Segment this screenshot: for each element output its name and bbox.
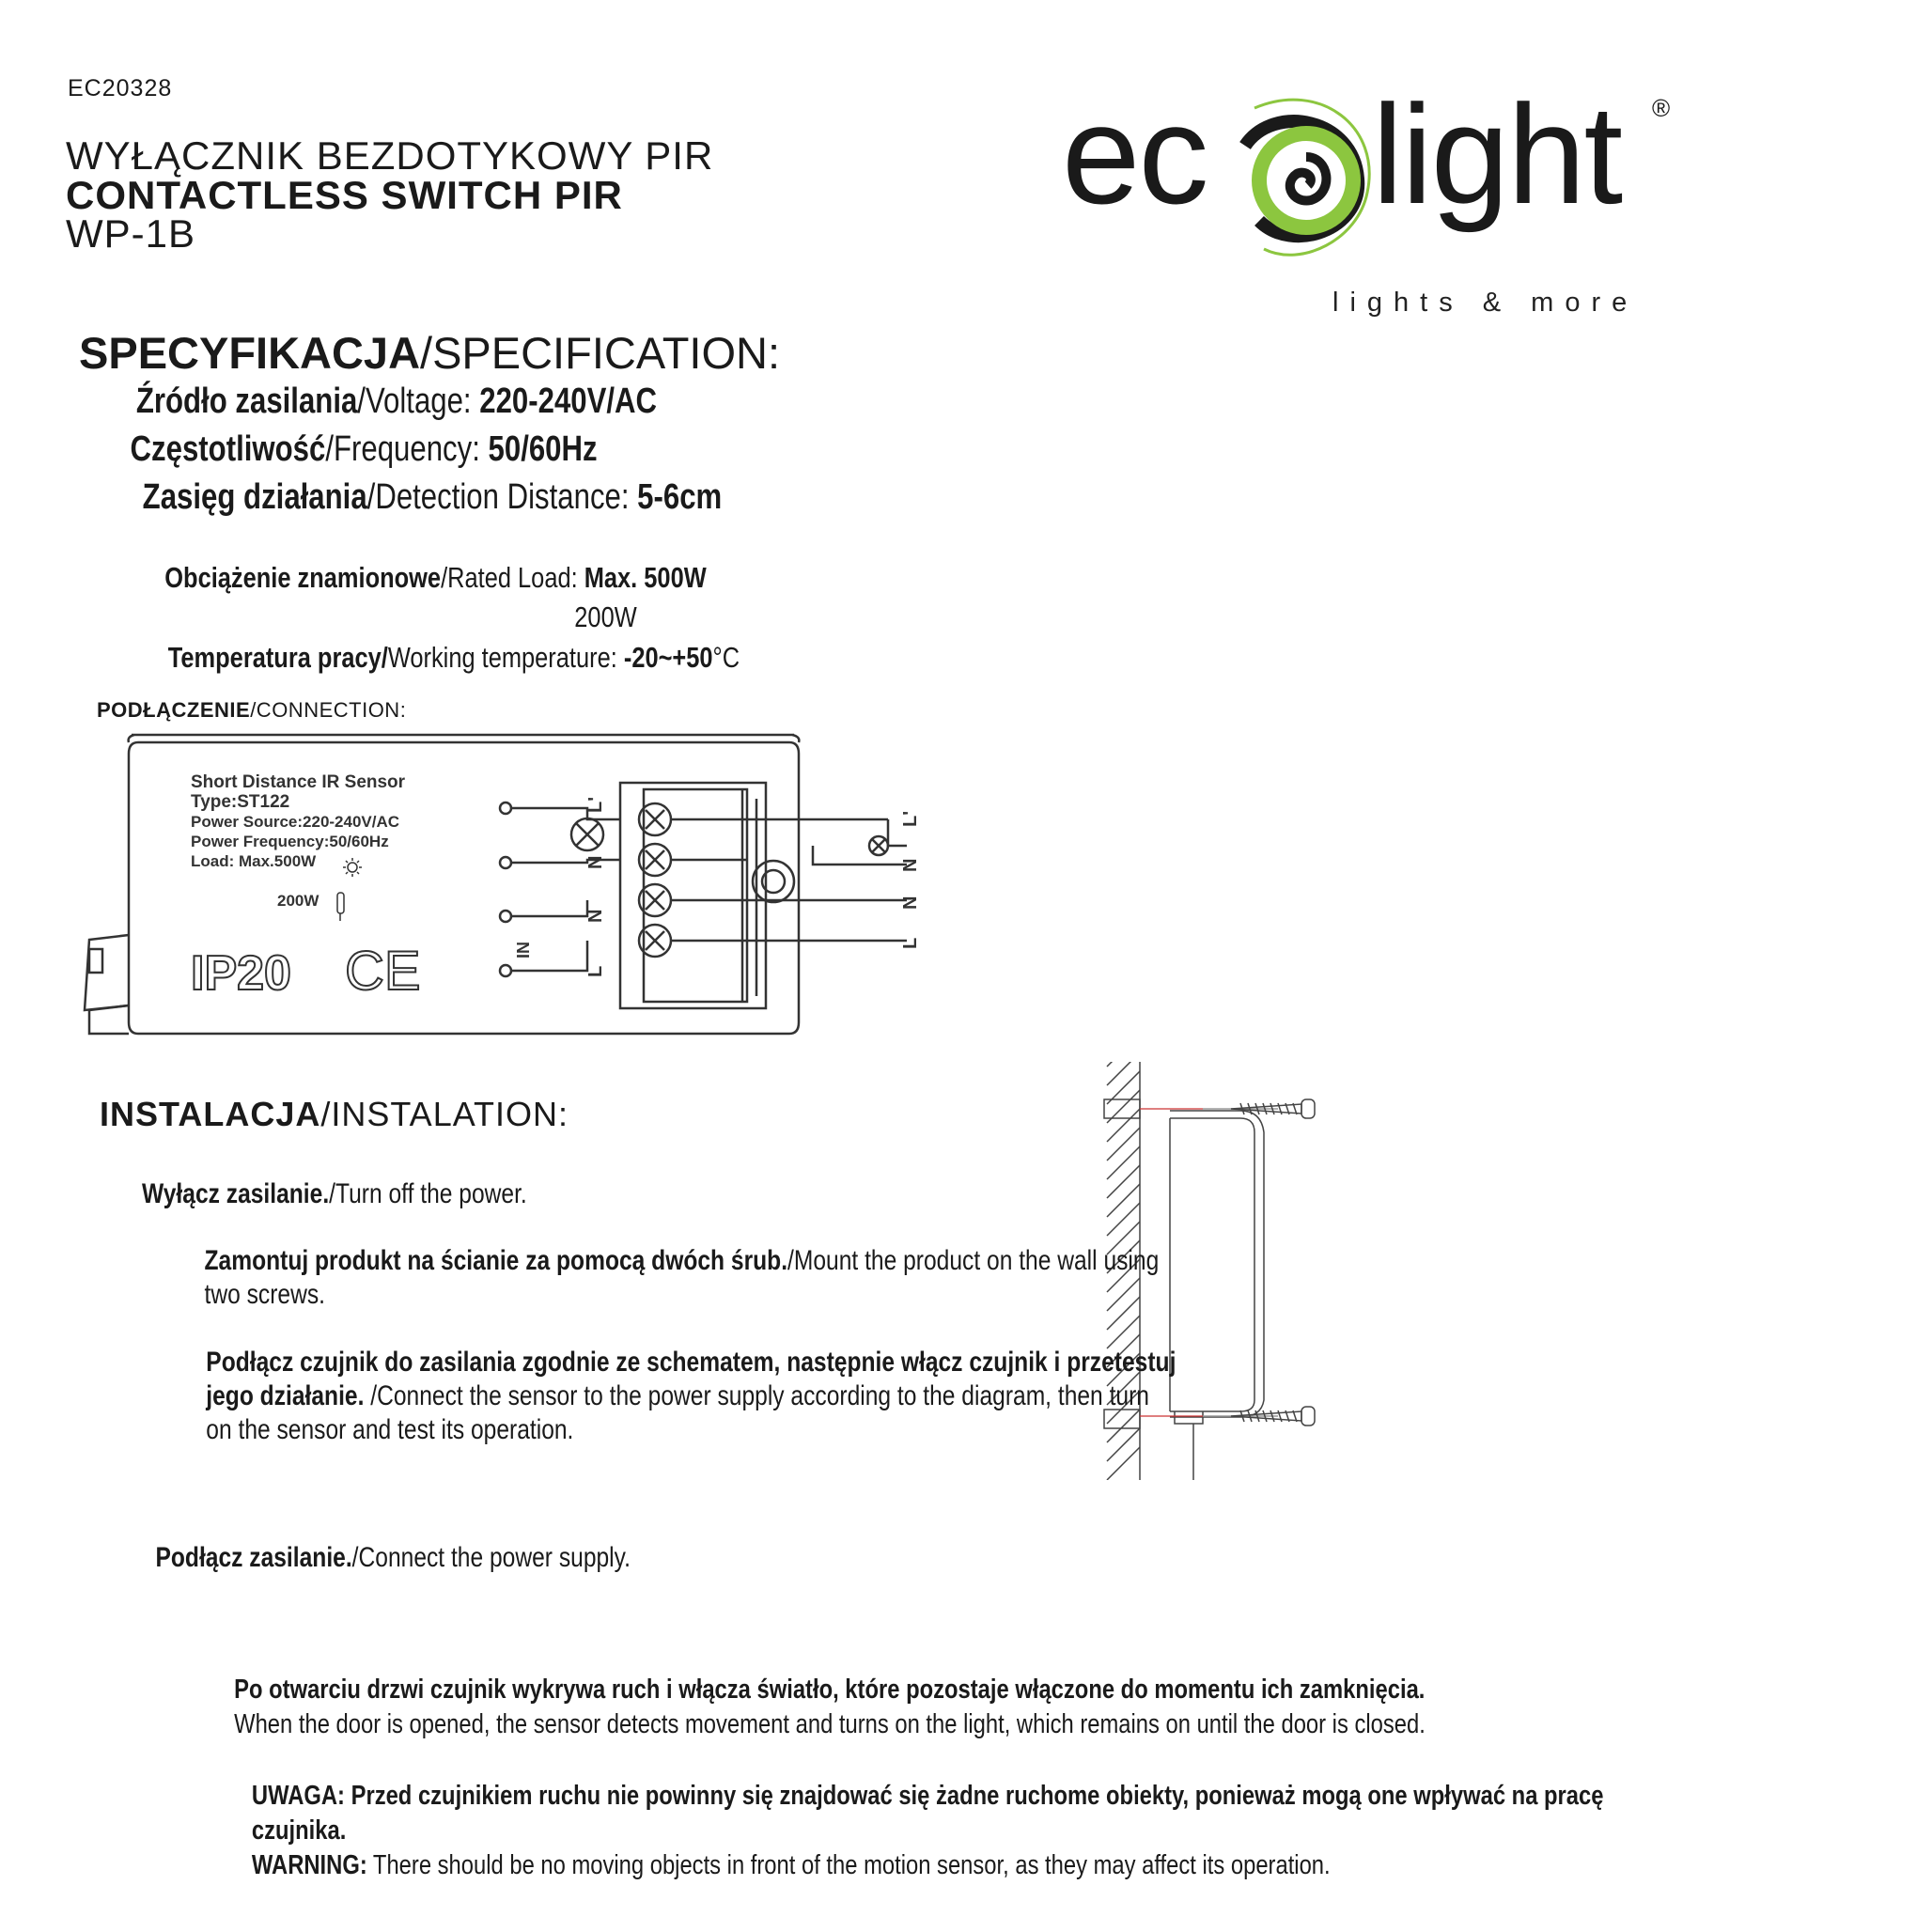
spec-temperature: Temperatura pracy/Working temperature: -20~+50°C	[167, 641, 740, 674]
terminal-right-2: N	[900, 858, 921, 872]
warning-note: UWAGA: Przed czujnikiem ruchu nie powinny się znajdować się żadne ruchome obiekty, ponieważ mogą one wpływać na pracę czujnika. WARNING: There should be no moving objects in front of the motion sensor, as they may affect its operation.	[251, 1781, 1604, 1880]
ce-mark: CE	[345, 941, 421, 1002]
install-step-4: Podłącz zasilanie./Connect the power supply.	[155, 1542, 631, 1573]
terminal-left-1: L'	[585, 797, 606, 813]
device-label-line4: Power Frequency:50/60Hz	[191, 833, 389, 850]
device-label-line3: Power Source:220-240V/AC	[191, 813, 400, 831]
terminal-right-4: L	[900, 937, 921, 949]
ecolight-logo	[1062, 75, 1682, 282]
device-label-line5: Load: Max.500W	[191, 852, 317, 870]
registered-mark: ®	[1652, 94, 1671, 122]
logo-slogan: lights & more	[1332, 288, 1639, 318]
ip-rating: IP20	[191, 946, 291, 1001]
spec-load: Obciążenie znamionowe/Rated Load: Max. 500W	[164, 561, 707, 594]
tube-lamp-icon	[337, 893, 344, 921]
terminal-left-3: N	[585, 909, 606, 923]
spec-frequency: Częstotliwość/Frequency: 50/60Hz	[130, 429, 598, 469]
input-mark: IN	[514, 942, 533, 958]
title-english: CONTACTLESS SWITCH PIR	[66, 173, 623, 217]
install-step-3: Podłącz czujnik do zasilania zgodnie ze schematem, następnie włącz czujnik i przetestuj jego działanie. /Connect the sensor to the power supply according to the diagram, then turn on the sensor and test its operation.	[206, 1347, 1176, 1445]
title-polish: WYŁĄCZNIK BEZDOTYKOWY PIR	[66, 133, 714, 178]
sun-icon	[343, 858, 362, 877]
model-name: WP-1B	[66, 211, 196, 256]
door-note: Po otwarciu drzwi czujnik wykrywa ruch i włącza światło, które pozostaje włączone do momentu ich zamknięcia. When the door is opened, the sensor detects movement and turns on the light, which remains on until the door is closed.	[234, 1675, 1426, 1739]
spec-distance: Zasięg działania/Detection Distance: 5-6cm	[142, 477, 723, 517]
device-label-line1: Short Distance IR Sensor	[191, 772, 406, 792]
install-step-2: Zamontuj produkt na ścianie za pomocą dwóch śrub./Mount the product on the wall using two screws.	[204, 1245, 1160, 1310]
terminal-left-2: N	[585, 855, 606, 869]
logo-text-light: light	[1372, 75, 1622, 233]
terminal-left-4: L	[585, 965, 606, 977]
connection-diagram	[80, 724, 944, 1081]
logo-text-eco: ec	[1062, 75, 1208, 233]
logo-swirl-icon	[1217, 89, 1386, 268]
installation-heading: INSTALACJA/INSTALATION:	[100, 1095, 569, 1133]
connection-heading: PODŁĄCZENIE/CONNECTION:	[97, 698, 407, 722]
spec-voltage: Źródło zasilania/Voltage: 220-240V/AC	[135, 382, 658, 421]
install-step-1: Wyłącz zasilanie./Turn off the power.	[141, 1178, 527, 1209]
spec-load-value-2: 200W	[574, 600, 637, 633]
spec-heading: SPECYFIKACJA/SPECIFICATION:	[79, 328, 781, 378]
terminal-right-3: N	[900, 896, 921, 910]
device-label-line2: Type:ST122	[191, 792, 290, 812]
device-label-line6: 200W	[277, 892, 319, 910]
terminal-right-1: L'	[900, 811, 921, 827]
product-code: EC20328	[68, 75, 173, 101]
